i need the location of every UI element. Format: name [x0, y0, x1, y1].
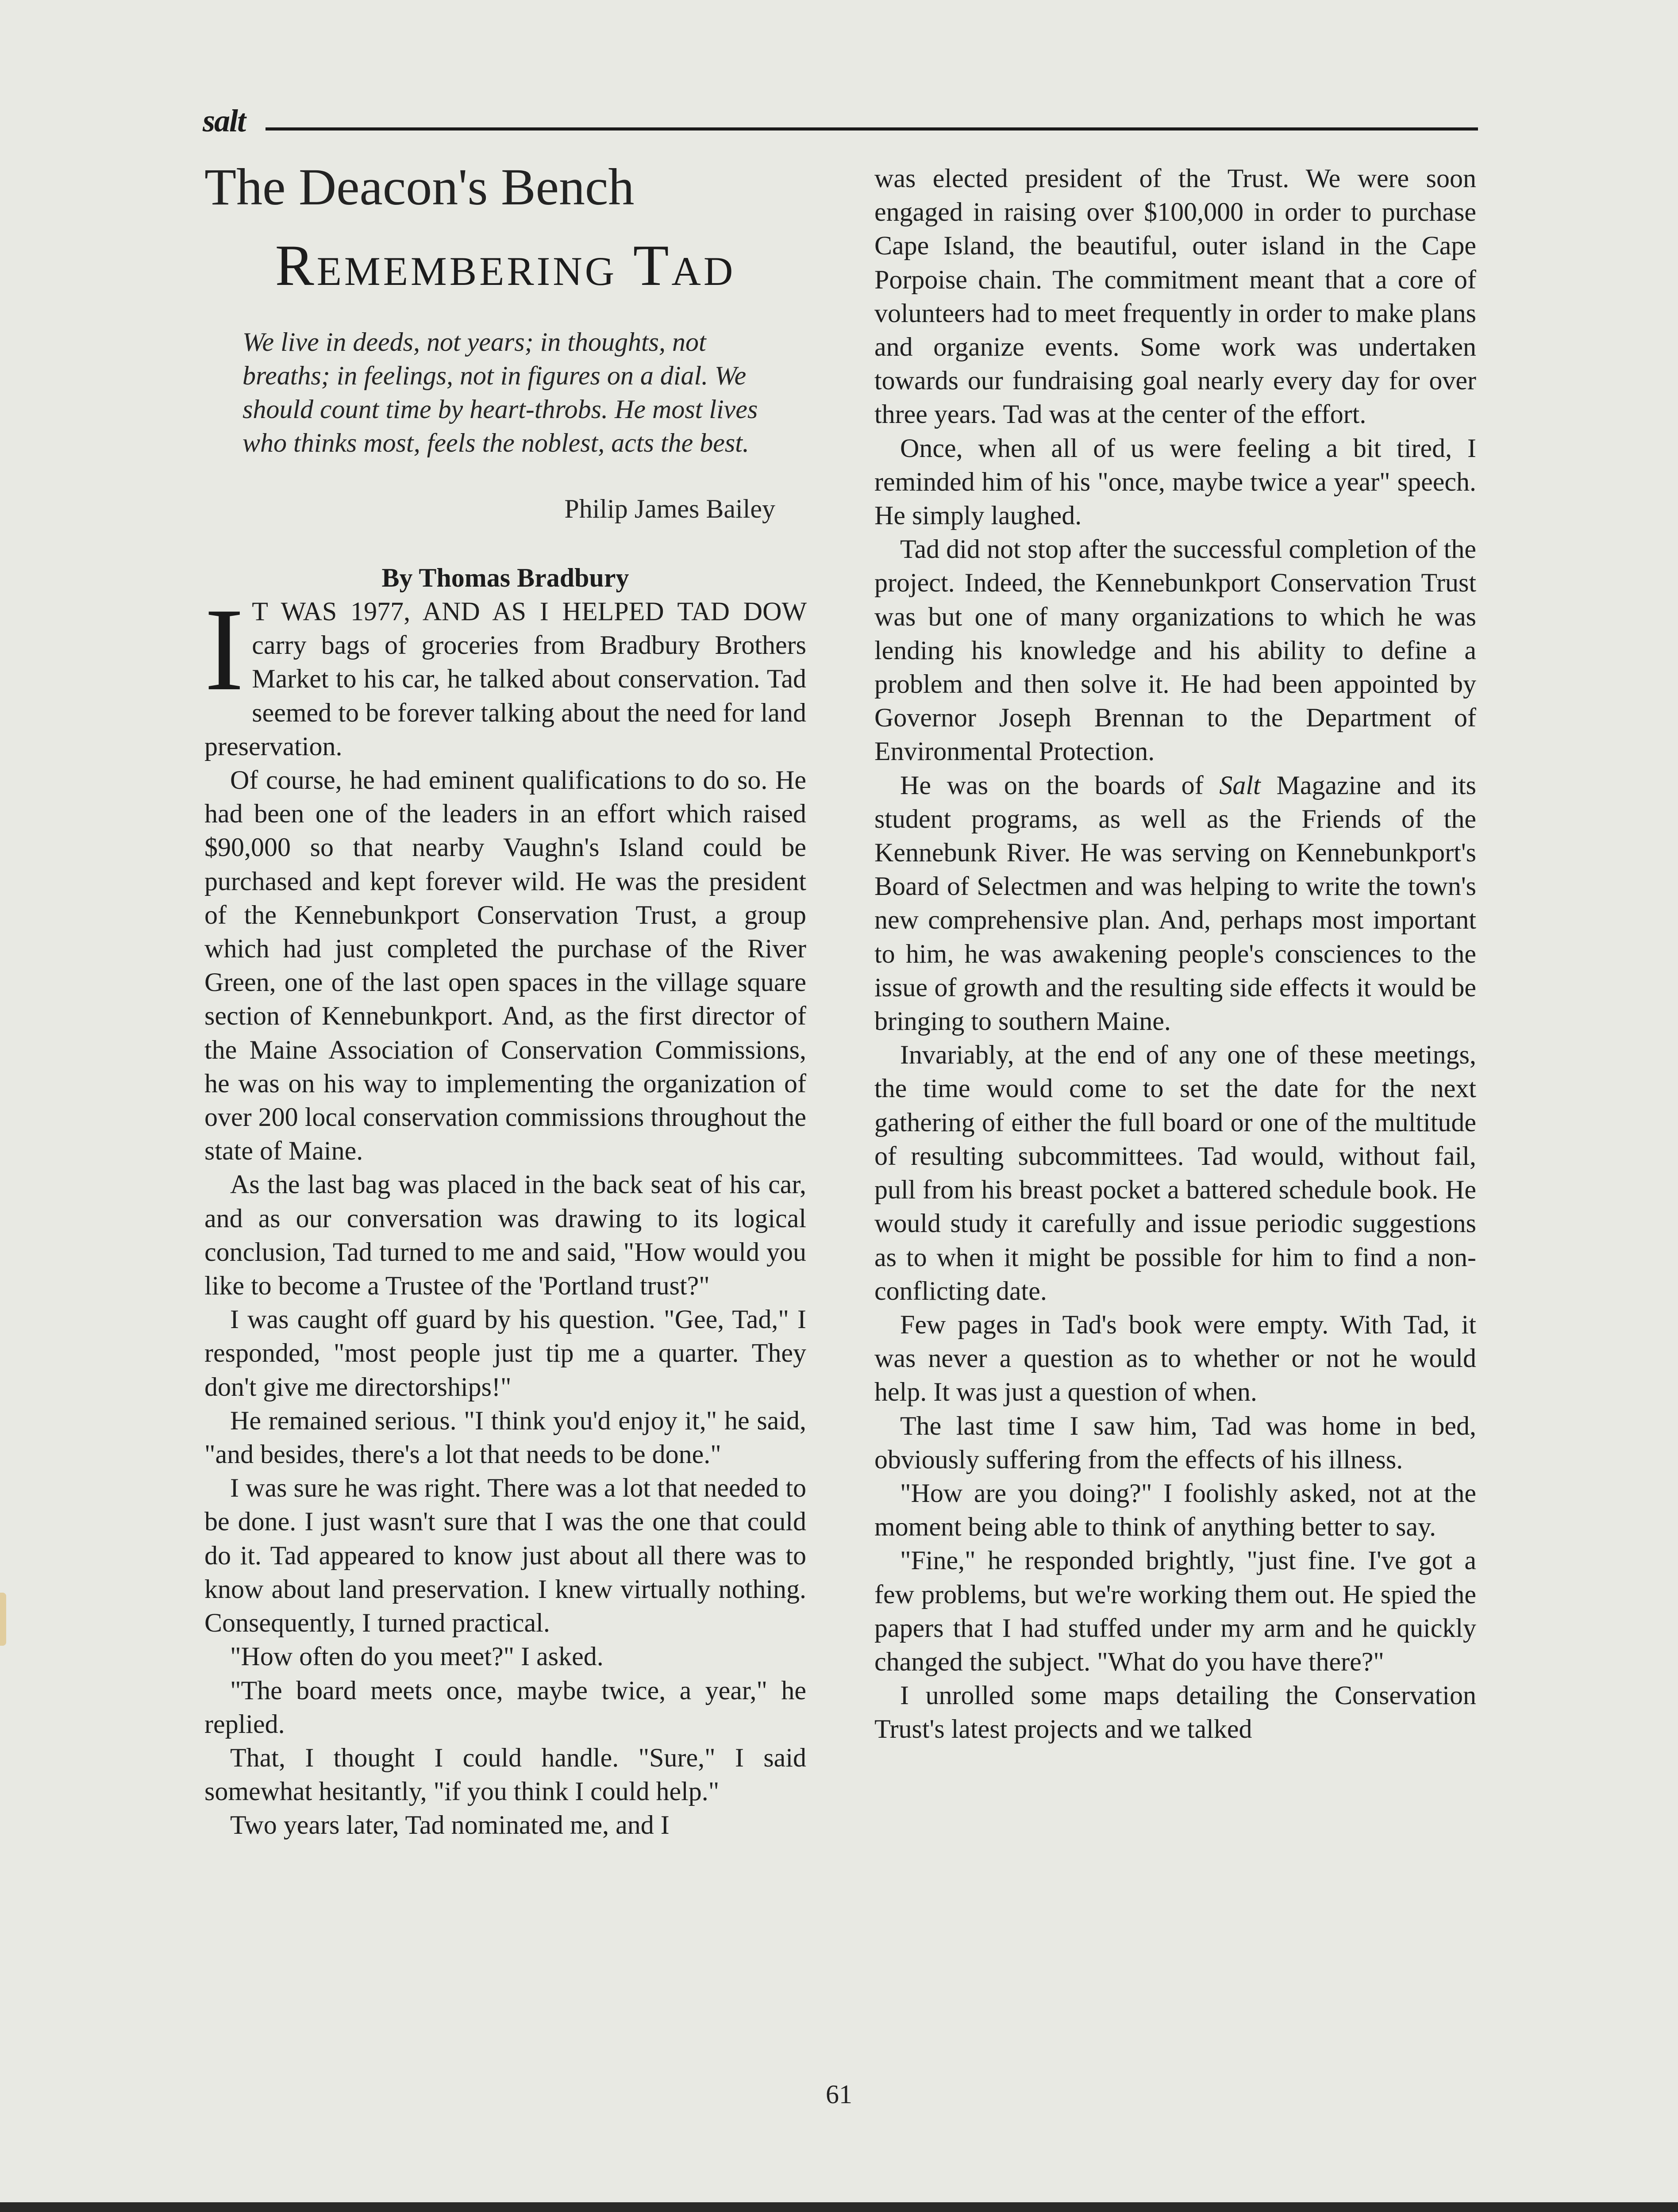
paragraph: He remained serious. "I think you'd enjoy it," he said, "and besides, there's a lot that needs to be done." [204, 1406, 806, 1469]
lead-paragraph [204, 584, 806, 763]
header-rule [266, 127, 1478, 131]
drop-cap: I [204, 584, 244, 715]
salt-paragraph-start: He was on the boards of [900, 770, 1220, 800]
lead-caps: T WAS 1977, AND AS I HELPED TAD DOW [252, 597, 806, 626]
paragraph: "The board meets once, maybe twice, a year," he replied. [204, 1675, 806, 1739]
right-column [874, 161, 1476, 1746]
paragraph: Invariably, at the end of any one of these meetings, the time would come to set the date for the next gathering of either the full board or one of the multitude of resulting subcommittees. Tad would, without fail, pull from his breast pocket a battered schedule book. He would study it carefully and issue periodic suggestions as to when it might be possible for him to find a non-conflicting date. [874, 1040, 1476, 1306]
paragraph: The last time I saw him, Tad was home in bed, obviously suffering from the effects of his illness. [874, 1411, 1476, 1474]
paragraph: I was sure he was right. There was a lot that needed to be done. I just wasn't sure that I was the one that could do it. Tad appeared to know just about all there was to know about land preservation. I knew virtually nothing. Consequently, I turned practical. [204, 1473, 806, 1638]
paragraph: I was caught off guard by his question. "Gee, Tad," I responded, "most people just tip me a quarter. They don't give me directorships!" [204, 1305, 806, 1402]
left-column [204, 584, 806, 1842]
paragraph: Tad did not stop after the successful completion of the project. Indeed, the Kennebunkport Conservation Trust was but one of many organizations to which he was lending his knowledge and his ability to define a problem and then solve it. He had been appointed by Governor Joseph Brennan to the Department of Environmental Protection. [874, 534, 1476, 766]
paragraph-continuation: was elected president of the Trust. We were soon engaged in raising over $100,000 in order to purchase Cape Island, the beautiful, outer island in the Cape Porpoise chain. The commitment meant that a core of volunteers had to meet frequently in order to make plans and organize events. Some work was undertaken towards our fundraising goal nearly every day for over three years. Tad was at the center of the effort. [874, 164, 1476, 429]
epigraph-author: Philip James Bailey [564, 494, 775, 523]
paragraph: Of course, he had eminent qualifications to do so. He had been one of the leaders in an effort which raised $90,000 so that nearby Vaughn's Island could be purchased and kept forever wild. He was the president of the Kennebunkport Conservation Trust, a group which had just completed the purchase of the River Green, one of the last open spaces in the village square section of Kennebunkport. And, as the first director of the Maine Association of Conservation Commissions, he was on his way to implementing the organization of over 200 local conservation commissions throughout the state of Maine. [204, 765, 806, 1166]
paragraph: Few pages in Tad's book were empty. With Tad, it was never a question as to whether or not he would help. It was just a question of when. [874, 1310, 1476, 1407]
lead-paragraph-text: carry bags of groceries from Bradbury Brothers Market to his car, he talked about conservation. Tad seemed to be forever talking about the need for land preservation. [204, 630, 806, 761]
paragraph: I unrolled some maps detailing the Conservation Trust's latest projects and we talked [874, 1681, 1476, 1744]
paragraph: "Fine," he responded brightly, "just fine. I've got a few problems, but we're working them out. He spied the papers that I had stuffed under my arm and he quickly changed the subject. "What do you have there?" [874, 1546, 1476, 1676]
scan-bottom-edge [0, 2202, 1678, 2212]
article-title: Remembering Tad [275, 233, 736, 298]
column-title: The Deacon's Bench [204, 158, 635, 216]
salt-logo: salt [203, 103, 246, 138]
epigraph-quote: We live in deeds, not years; in thoughts, not breaths; in feelings, not in figures on a dial. We should count time by heart-throbs. He most lives who thinks most, feels the noblest, acts the best. [242, 327, 758, 457]
paragraph [874, 768, 1476, 1038]
paragraph: "How are you doing?" I foolishly asked, not at the moment being able to think of anything better to say. [874, 1478, 1476, 1542]
paragraph: That, I thought I could handle. "Sure," I said somewhat hesitantly, "if you think I could help." [204, 1743, 806, 1806]
paragraph: "How often do you meet?" I asked. [230, 1642, 604, 1671]
paragraph: Two years later, Tad nominated me, and I [230, 1810, 670, 1840]
salt-paragraph-end: Magazine and its student programs, as well as the Friends of the Kennebunk River. He was serving on Kennebunkport's Board of Selectmen and was helping to write the town's new comprehensive plan. And, perhaps most important to him, he was awakening people's consciences to the issue of growth and the resulting side effects it would be bringing to southern Maine. [874, 770, 1476, 1036]
page-number: 61 [826, 2080, 852, 2109]
salt-magazine-italic: Salt [1219, 770, 1261, 800]
paragraph: As the last bag was placed in the back seat of his car, and as our conversation was drawing to its logical conclusion, Tad turned to me and said, "How would you like to become a Trustee of the 'Portland trust?" [204, 1170, 806, 1301]
page-edge-stain [0, 1593, 6, 1646]
paragraph: Once, when all of us were feeling a bit tired, I reminded him of his "once, maybe twice a year" speech. He simply laughed. [874, 433, 1476, 530]
byline: By Thomas Bradbury [381, 563, 629, 592]
